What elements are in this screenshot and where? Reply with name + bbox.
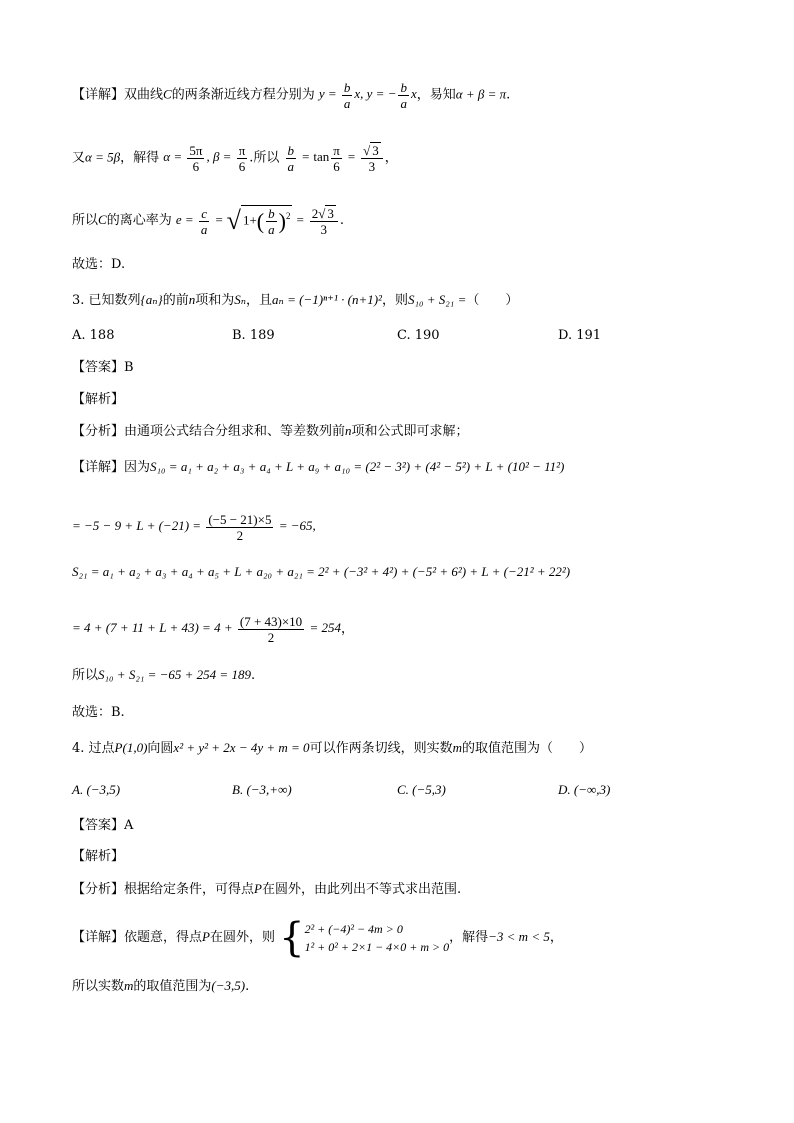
- option-c[interactable]: C. 190: [397, 328, 440, 343]
- detail-s21-result: = 4 + (7 + 11 + L + 43) = 4 + $\frac{(7 + 43)\times 10}{2}$ = 254，: [72, 614, 354, 645]
- text: 4. 过点: [72, 741, 115, 756]
- answer-label: 【答案】B: [72, 360, 134, 375]
- sum-ask: S₁₀ + S₂₁ =: [407, 292, 467, 307]
- text: 项和公式即可求解；: [351, 424, 469, 439]
- text: ，: [549, 930, 563, 945]
- text: 的取值范围为: [133, 979, 212, 994]
- var-sn: Sₙ: [234, 292, 247, 307]
- asymptote-equations: y = $\frac{b}{a}$ x, y = − $\frac{b}{a}$ x: [318, 80, 417, 111]
- detail-sum: [72, 665, 722, 686]
- option-a[interactable]: A. 188: [72, 328, 115, 343]
- analysis-text: [72, 421, 722, 442]
- inequality-system: { 2² + (−4)² − 4m > 0 1² + 0² + 2×1 − 4×0 + m > 0: [279, 914, 450, 961]
- text: .: [245, 979, 250, 994]
- option-d[interactable]: D. 191: [558, 328, 602, 343]
- text: 可以作两条切线，则实数: [309, 741, 453, 756]
- text: .: [339, 212, 345, 228]
- text: 【分析】由通项公式结合分组求和、等差数列前: [72, 424, 346, 439]
- text: 3. 已知数列: [72, 293, 141, 308]
- var-n: n: [345, 423, 352, 438]
- point-p: P(1,0): [114, 740, 148, 755]
- text: .: [506, 87, 511, 103]
- text: ，且: [246, 293, 273, 308]
- text: 【详解】因为: [72, 460, 151, 475]
- text: 向圆: [147, 741, 174, 756]
- text: ，解得: [449, 930, 489, 945]
- question-3-stem: [72, 290, 722, 311]
- detail-line-angles: [72, 143, 722, 174]
- s10-expansion: S₁₀ = a₁ + a₂ + a₃ + a₄ + L + a₉ + a₁₀ = (2² − 3²) + (4² − 5²) + L + (10² − 11²): [150, 459, 565, 474]
- detail-inequality: [72, 916, 722, 959]
- s10-result: = −5 − 9 + L + (−21) = $\frac{(-5 - 21)\times 5}{2}$ = −65,: [72, 512, 316, 543]
- var-p: P: [254, 881, 262, 896]
- question-3-options: [72, 326, 722, 346]
- detail-line-eccentricity: [72, 205, 722, 237]
- option-c[interactable]: C. (−5,3): [397, 782, 446, 797]
- detail-s10: [72, 457, 722, 478]
- final-range: [72, 976, 722, 997]
- text: .所以: [249, 150, 280, 166]
- general-term: aₙ = (−1)ⁿ⁺¹ · (n+1)²: [272, 292, 382, 307]
- analysis-label: 【解析】: [72, 849, 125, 864]
- var-c: C: [163, 86, 172, 102]
- inequality-1: 2² + (−4)² − 4m > 0: [304, 921, 403, 936]
- question-4-options: [72, 780, 722, 800]
- var-n: n: [188, 292, 196, 307]
- text: （ ）: [466, 293, 519, 308]
- text: 在圆外，由此列出不等式求出范围.: [261, 882, 462, 897]
- var-p: P: [202, 929, 210, 944]
- text: 在圆外，则: [209, 930, 275, 945]
- detail-label: 【详解】双曲线: [72, 87, 164, 103]
- m-range-result: −3 < m < 5: [488, 929, 550, 944]
- text: 项和为: [195, 293, 235, 308]
- eccentricity-equation: e = $\frac{c}{a}$ = √ 1+( $\frac{b}{a}$ )$^2$ = $\frac{2√ 3}{3}$: [176, 212, 340, 227]
- tan-equation: $\frac{b}{a}$ = tan $\frac{\pi}{6}$ = $\frac{√ 3}{3}$: [284, 149, 385, 164]
- detail-s21: [72, 562, 722, 583]
- text: 的前: [162, 293, 189, 308]
- text: ，则: [381, 293, 408, 308]
- detail-line-asymptotes: [72, 80, 722, 111]
- option-d[interactable]: D. (−∞,3): [558, 782, 611, 797]
- s21-expansion: S₂₁ = a₁ + a₂ + a₃ + a₄ + a₅ + L + a₂₀ + a₂₁ = 2² + (−3² + 4²) + (−5² + 6²) + L + (−21² + 22²): [72, 564, 571, 579]
- text: 的取值范围为（ ）: [461, 741, 592, 756]
- analysis-label: 【解析】: [72, 392, 125, 407]
- s21-result: = 4 + (7 + 11 + L + 43) = 4 + $\frac{(7 + 43)\times 10}{2}$ = 254: [72, 614, 341, 645]
- detail-s10-result: [72, 512, 722, 543]
- angle-values: α = $\frac{5\pi}{6}$ , β = $\frac{\pi}{6}$: [163, 143, 246, 174]
- option-b[interactable]: B. (−3,+∞): [232, 782, 292, 797]
- option-a[interactable]: A. (−3,5): [72, 782, 121, 797]
- answer-choose-b: 故选：B.: [72, 705, 125, 720]
- text: 所以: [72, 668, 99, 683]
- angle-sum: α + β = π: [455, 86, 507, 102]
- answer-choose-d: 故选：D.: [72, 257, 126, 272]
- circle-equation: x² + y² + 2x − 4y + m = 0: [173, 740, 310, 755]
- text: 所以: [72, 212, 99, 228]
- answer-label: 【答案】A: [72, 818, 134, 833]
- text: ，解得: [120, 150, 160, 166]
- text: .: [250, 668, 256, 683]
- inequality-2: 1² + 0² + 2×1 − 4×0 + m > 0: [304, 939, 450, 954]
- text: 的两条渐近线方程分别为: [171, 87, 315, 103]
- angle-relation: α = 5β: [85, 149, 121, 165]
- analysis-text: [72, 879, 722, 900]
- text: 的离心率为: [106, 212, 172, 228]
- var-m: m: [124, 978, 134, 993]
- option-b[interactable]: B. 189: [232, 328, 275, 343]
- text: 【分析】根据给定条件，可得点: [72, 882, 255, 897]
- var-m: m: [452, 740, 462, 755]
- text: 【详解】依题意，得点: [72, 930, 203, 945]
- sum-result: S₁₀ + S₂₁ = −65 + 254 = 189: [98, 667, 251, 682]
- text: ，: [384, 150, 398, 166]
- text: 又: [72, 150, 86, 166]
- text: 所以实数: [72, 979, 125, 994]
- question-4-stem: [72, 738, 722, 759]
- range-value: (−3,5): [211, 978, 246, 993]
- var-c: C: [98, 211, 107, 227]
- text: ，易知: [416, 87, 456, 103]
- sequence: {aₙ}: [140, 292, 163, 307]
